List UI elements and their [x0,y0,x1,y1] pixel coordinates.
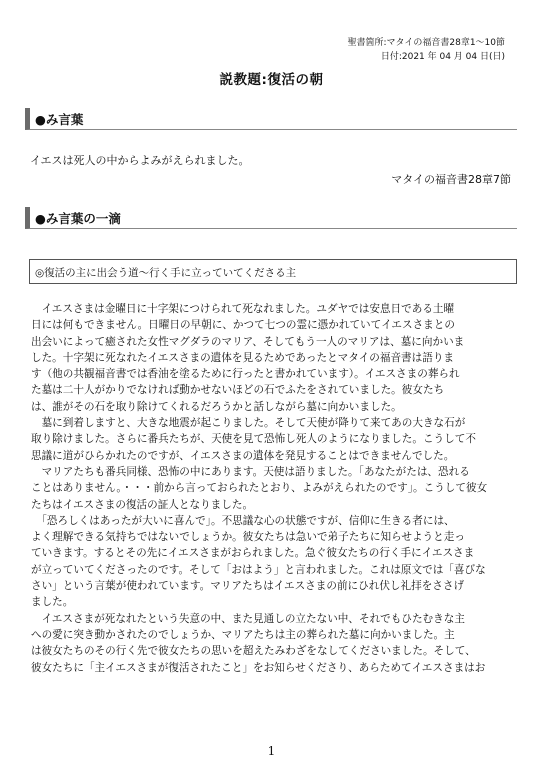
body-line: 取り除けました。さらに番兵たちが、天使を見て恐怖し死人のようになりました。こうして不 [31,433,476,446]
body-line: 日には何もできません。日曜日の早朝に、かつて七つの霊に憑かれていてイエスさまとの [31,319,455,332]
body-line: さい」という言葉が使われています。マリアたちはイエスさまの前にひれ伏し礼拝をささげ [31,580,465,593]
body-line: たちはイエスさまの復活の証人となりました。 [31,498,254,511]
body-line: が立っていてくださったのです。そして「おはよう」と言われました。これは原文では「喜びな [31,563,486,576]
body-line: した。十字架に死なれたイエスさまの遺体を見るためであったとマタイの福音書は語りま [31,351,455,364]
body-line: た墓は二十人がかりでなければ動かせないほどの石でふたをされていました。彼女たち [31,384,445,397]
page-number: 1 [267,744,276,758]
subtitle-text: ◎復活の主に出会う道～行く手に立っていてくださる主 [35,267,297,279]
body-text [31,301,514,676]
body-line: 出会いによって癒された女性マグダラのマリア、そしてもう一人のマリアは、墓に向かいま [31,335,465,348]
body-line: 墓に到着しますと、大きな地震が起こりました。そして天使が降りて来てあの大きな石が [31,417,466,430]
body-line: ことはありません。・・・前から言っておられたとおり、よみがえられたのです」。こうして彼女 [31,482,488,495]
section-heading-word-label: ●み言葉 [35,112,84,127]
section-heading-word [25,108,517,130]
subtitle-box [29,259,517,284]
body-line: イエスさまが死なれたという失意の中、また見通しの立たない中、それでもひたむきな主 [31,612,465,625]
verse-reference: マタイの福音書28章7節 [391,173,511,186]
verse-text: イエスは死人の中からよみがえられました。 [30,154,250,167]
scripture-source: 聖書箇所:マタイの福音書28章1～10節 [347,38,505,48]
body-line: は、誰がその石を取り除けてくれるだろうかと話しながら墓に向かいました。 [31,400,402,413]
sermon-date: 日付:2021 年 04 月 04 日(日) [380,52,505,62]
body-line: イエスさまは金曜日に十字架につけられて死なれました。ユダヤでは安息日である土曜 [31,303,455,315]
body-line: 思議に道がひらかれたのですが、イエスさまの遺体を発見することはできませんでした。 [31,449,455,462]
body-line: への愛に突き動かされたのでしょうか、マリアたちは主の葬られた墓に向かいました。主 [31,628,455,641]
section-heading-drop [25,207,517,229]
section-heading-drop-label: ●み言葉の一滴 [35,211,121,226]
body-line: 「恐ろしくはあったが大いに喜んで」。不思議な心の状態ですが、信仰に生きる者には、 [31,514,455,527]
body-line: マリアたちも番兵同様、恐怖の中にあります。天使は語りました。「あなたがたは、恐れる [31,465,470,478]
body-line: 彼女たちに「主イエスさまが復活されたこと」をお知らせくださり、あらためてイエスさまはお [31,661,486,674]
body-line: よく理解できる気持ちではないでしょうか。彼女たちは急いで弟子たちに知らせようと走っ [31,531,465,544]
body-line: は彼女たちのその行く先で彼女たちの思いを超えたみわざをなしてくださいました。そして、 [31,645,476,658]
sermon-title: 説教題:復活の朝 [219,72,324,88]
body-line: ました。 [31,596,74,609]
body-line: す（他の共観福音書では香油を塗るために行ったと書かれています）。イエスさまの葬られ [31,368,460,381]
body-line: ていきます。するとその先にイエスさまがおられました。急ぐ彼女たちの行く手にイエスさま [31,547,475,560]
